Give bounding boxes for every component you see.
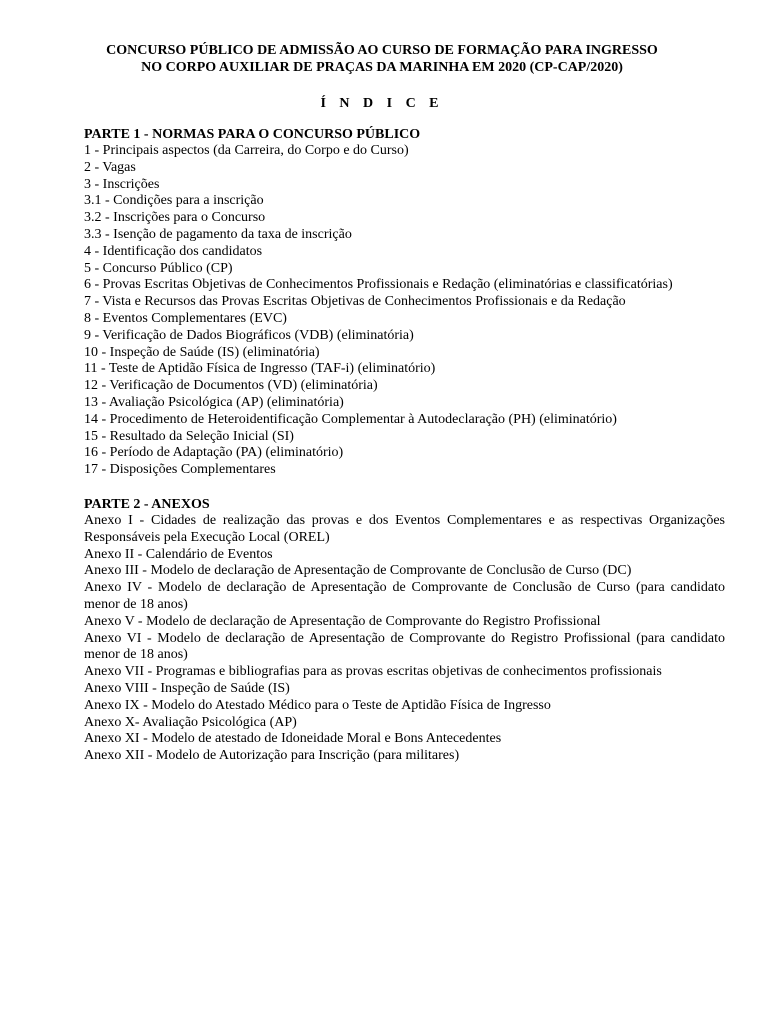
list-item: 11 - Teste de Aptidão Física de Ingresso (TAF-i) (eliminatório) xyxy=(84,361,436,377)
list-item: Anexo VIII - Inspeção de Saúde (IS) xyxy=(84,680,290,696)
list-item: 5 - Concurso Público (CP) xyxy=(84,260,233,276)
list-item: 6 - Provas Escritas Objetivas de Conhecimentos Profissionais e Redação (eliminatórias e classificatórias) xyxy=(84,277,673,293)
list-item: 3.1 - Condições para a inscrição xyxy=(84,193,264,209)
title-line-2: NO CORPO AUXILIAR DE PRAÇAS DA MARINHA EM 2020 (CP-CAP/2020) xyxy=(141,60,623,75)
list-item: 17 - Disposições Complementares xyxy=(84,462,276,478)
list-item: 14 - Procedimento de Heteroidentificação Complementar à Autodeclaração (PH) (eliminatório) xyxy=(84,411,617,427)
title-line-1: CONCURSO PÚBLICO DE ADMISSÃO AO CURSO DE FORMAÇÃO PARA INGRESSO xyxy=(106,43,658,58)
list-item: 15 - Resultado da Seleção Inicial (SI) xyxy=(84,428,294,444)
list-item: Anexo IX - Modelo do Atestado Médico para o Teste de Aptidão Física de Ingresso xyxy=(84,697,551,713)
index-heading: Í N D I C E xyxy=(320,96,444,111)
list-item: Anexo VI - Modelo de declaração de Apresentação de Comprovante do Registro Profissional (para candidato menor de 18 anos) xyxy=(84,630,725,663)
part2-heading: PARTE 2 - ANEXOS xyxy=(84,496,210,512)
part1-list xyxy=(84,143,725,479)
list-item: 8 - Eventos Complementares (EVC) xyxy=(84,310,287,326)
list-item: 12 - Verificação de Documentos (VD) (eliminatória) xyxy=(84,378,378,394)
list-item: 4 - Identificação dos candidatos xyxy=(84,243,263,259)
list-item: Anexo IV - Modelo de declaração de Apresentação de Comprovante de Conclusão de Curso (para candidato menor de 18 anos) xyxy=(84,580,725,612)
list-item: 7 - Vista e Recursos das Provas Escritas Objetivas de Conhecimentos Profissionais e da Redação xyxy=(84,294,626,310)
list-item: Anexo V - Modelo de declaração de Apresentação de Comprovante do Registro Profissional xyxy=(84,613,601,629)
list-item: 1 - Principais aspectos (da Carreira, do Corpo e do Curso) xyxy=(84,143,409,158)
list-item: Anexo III - Modelo de declaração de Apresentação de Comprovante de Conclusão de Curso (DC) xyxy=(84,563,632,579)
part2-list xyxy=(84,513,725,765)
list-item: Anexo XII - Modelo de Autorização para Inscrição (para militares) xyxy=(84,748,460,764)
list-item: 9 - Verificação de Dados Biográficos (VDB) (eliminatória) xyxy=(84,327,414,343)
list-item: 3 - Inscrições xyxy=(84,176,160,192)
list-item: Anexo VII - Programas e bibliografias para as provas escritas objetivas de conhecimentos profissionais xyxy=(84,664,662,680)
list-item: Anexo I - Cidades de realização das provas e dos Eventos Complementares e as respectivas Organizações Responsáveis pela Execução Local (OREL) xyxy=(84,512,725,545)
list-item: 2 - Vagas xyxy=(84,159,136,175)
document-title xyxy=(74,42,690,76)
list-item: Anexo II - Calendário de Eventos xyxy=(84,546,273,562)
list-item: 13 - Avaliação Psicológica (AP) (eliminatória) xyxy=(84,394,344,410)
list-item: 10 - Inspeção de Saúde (IS) (eliminatória) xyxy=(84,344,320,360)
list-item: Anexo X- Avaliação Psicológica (AP) xyxy=(84,714,297,730)
list-item: 3.3 - Isenção de pagamento da taxa de inscrição xyxy=(84,226,352,242)
list-item: Anexo XI - Modelo de atestado de Idoneidade Moral e Bons Antecedentes xyxy=(84,731,502,747)
part1-heading: PARTE 1 - NORMAS PARA O CONCURSO PÚBLICO xyxy=(84,127,421,142)
list-item: 16 - Período de Adaptação (PA) (eliminatório) xyxy=(84,445,344,461)
list-item: 3.2 - Inscrições para o Concurso xyxy=(84,210,266,226)
